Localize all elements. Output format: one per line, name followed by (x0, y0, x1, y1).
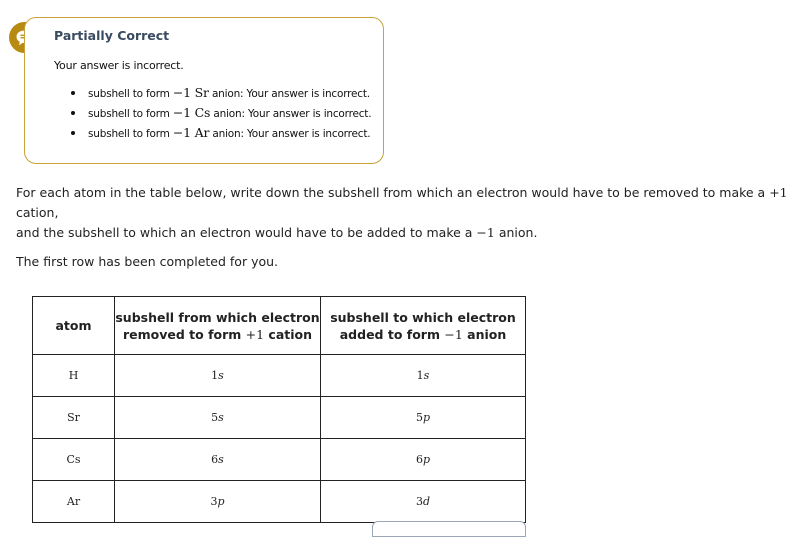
atom-cell: H (33, 355, 115, 397)
bottom-panel-tab[interactable] (372, 521, 526, 537)
table-row (33, 481, 526, 523)
feedback-item: subshell to form −1 Sr anion: Your answer is incorrect. (69, 83, 371, 103)
table-row (33, 355, 526, 397)
added-subshell-cell: 5p (321, 397, 526, 439)
header-atom: atom (33, 297, 115, 355)
feedback-item: subshell to form −1 Ar anion: Your answer is incorrect. (69, 123, 371, 143)
prompt-note: The first row has been completed for you. (16, 254, 279, 269)
prompt-text: For each atom in the table below, write down the subshell from which an electron would have to be removed to make a +1 cation, and the subshell to which an electron would have to be added to make a −1 anion. (16, 185, 788, 240)
feedback-title: Partially Correct (54, 28, 170, 43)
atom-cell: Ar (33, 481, 115, 523)
removed-subshell-cell: 1s (115, 355, 321, 397)
added-subshell-cell: 6p (321, 439, 526, 481)
removed-subshell-cell: 5s (115, 397, 321, 439)
removed-subshell-cell: 3p (115, 481, 321, 523)
atom-cell: Sr (33, 397, 115, 439)
added-subshell-cell: 1s (321, 355, 526, 397)
feedback-summary: Your answer is incorrect. (54, 59, 184, 72)
removed-subshell-cell: 6s (115, 439, 321, 481)
feedback-list (69, 83, 371, 143)
header-removed: subshell from which electron removed to form +1 cation (115, 297, 321, 355)
subshell-table (32, 296, 526, 523)
table-header-row (33, 297, 526, 355)
atom-cell: Cs (33, 439, 115, 481)
added-subshell-cell: 3d (321, 481, 526, 523)
feedback-panel (24, 17, 384, 164)
feedback-item: subshell to form −1 Cs anion: Your answer is incorrect. (69, 103, 371, 123)
table-row (33, 397, 526, 439)
question-prompt (16, 183, 791, 272)
table-row (33, 439, 526, 481)
header-added: subshell to which electron added to form −1 anion (321, 297, 526, 355)
